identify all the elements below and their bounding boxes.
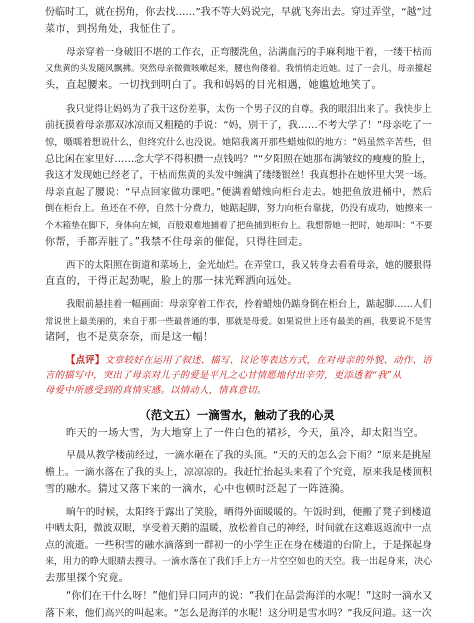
- review-line: 母爱中所感受到的真情实感。以情动人，情真意切。: [45, 384, 267, 396]
- text-line: 檐上。一滴水落在了我的头上，凉凉凉的。我赶忙抬起头来看了个究竟，原来我是楼顶积: [45, 467, 432, 478]
- text-line: 份临时工，就在拐角，你去找……”我不等大妈说完，早就飞奔出去。穿过弄堂，“越”过: [45, 7, 432, 18]
- text-line: 头，直起腰来。一切找到明白了。我和妈妈的目光相遇，她尴尬地笑了。: [45, 79, 383, 91]
- text-line: 倒在柜台上。鱼还在不停，自然十分费力，她踮起脚，努力向柜台靠拢，仍没有成功，她擦来一: [45, 203, 433, 215]
- text-line: 直直的，干得正起劲呢，脸上的那一抹光辉洒向远处。: [45, 276, 298, 288]
- text-line: 前抚摸着母亲那双冰凉而又粗糙的手说：“妈，别干了，我……不考大学了！”母亲吃了一: [45, 120, 432, 132]
- text-line: 点的流逝。一些积雪的融水滴落到一群初一的小学生正在身在楼道的台阶上，于是探起身: [45, 539, 432, 551]
- review-text: 文章较好在运用了叙述、描写、议论等表达方式，在对母亲的外貌、动作、语: [104, 355, 432, 367]
- text-line: 总比闲在家里好……念大学不得积攒一点钱吗？”“夕阳照在她那布满皱纹的瘦瘦的脸上，: [45, 153, 432, 165]
- text-line: 中晒太阳，微波双眼，享受着天鹅的温暖，放松着自己的神经，时间就在这难返返流中一点: [45, 523, 432, 535]
- text-line: 雪的融水。猜过又落下来的一滴水，心中也顿时泛起了一阵涟漪。: [45, 483, 351, 495]
- text-line: 菜市，到拐角处，我怔住了。: [45, 23, 182, 35]
- text-line: 惊，嗫嚅着想说什么，但终究什么也没说。她陪我离开那些蜡烛似的地方：“妈虽然辛苦些，但: [45, 137, 432, 148]
- text-line: 西下的太阳照在街道和菜场上，金光灿烂。在弄堂口，我又转身去看看母亲，她的腰狠得: [66, 259, 432, 271]
- text-line: 落下来，他们高兴的叫起来。“怎么是海洋的水呢！这分明是雪水吗？”我反问道。这一次: [45, 608, 432, 619]
- text-line: 个木箱垫在脚下，身体向左倾，百般艰难地捕着了把鱼捕到柜台上。我想帮她一把时，她却叫：“不要: [45, 220, 433, 231]
- text-line: 来，用力的睁大眼睛去搜寻。一滴水落在了我们手上方一片空空如也的天空。我一出起身来，决心: [45, 557, 433, 568]
- text-line: 母亲直起了腰说：“早点回家做功课吧。”便满着蜡烛向柜台走去。她把鱼放进桶中，然后: [45, 186, 433, 198]
- text-line: 诸阿，也不是莫奈奈，而是这一幅！: [45, 332, 214, 344]
- text-line: 早晨从教学楼前经过，一滴水砸在了我的头顶。“天的天的怎么会下雨？”原来是挑屋: [66, 450, 432, 462]
- text-line: 我眼前悬挂着一幅画面：母亲穿着工作衣，拎着蜡烛仍踮身倒在柜台上，踮起脚……人们: [66, 299, 432, 311]
- text-line: 又焦黄的头发随风飘拂。突然母亲微微咳嗽起来，腰也佝偻着。我悄悄走近她。过了一会儿，母亲擡起: [45, 64, 432, 75]
- text-line: 母亲穿着一身破旧不堪的工作衣，正弯腰洗鱼，沾满血污的手麻利地干着，一缕干枯而: [66, 46, 432, 58]
- text-line: 昨天的一场大雪，为大地穿上了一件白色的裙衫，今天，虽冷，却太阳当空。: [66, 428, 425, 440]
- text-line: 我这才发现她已经老了，干枯而焦黄的头发中缠满了缕缕银丝！我真想扑在她怀里大哭一场。: [45, 170, 433, 182]
- review-tag: 【点评】: [66, 355, 105, 367]
- text-line: 你帮，手都弄脏了。”我禁不住母亲的催促，只得往回走。: [45, 236, 309, 248]
- review-line: [66, 354, 432, 368]
- text-line: 常说世上最美丽的，来自于那一些最普通的事，那就是母爱。如果说世上还有最美的画，我要说不是雪: [45, 316, 432, 327]
- review-line: 言的描写中，突出了母亲对儿子的爱是平凡之心甘情愿地付出辛劳，更添透着“我”从: [45, 370, 402, 382]
- text-line: 去那里探个究竟。: [45, 573, 130, 584]
- section-title: （范文五）一滴雪水，触动了我的心灵: [139, 408, 335, 422]
- text-line: 晌午的时候，太阳终于露出了笑脸，晒得外面暖暖的。午饭时到，便搬了凳子到楼道: [66, 506, 432, 518]
- text-line: 我只觉得让妈妈为了我干这份差事，太伤一个男子汉的自尊。我的眼泪出来了。我快步上: [66, 103, 432, 115]
- text-line: “你们在干什么呀！”他们异口同声的说：“我们在品尝海洋的水呢！”这时一滴水又: [66, 591, 433, 603]
